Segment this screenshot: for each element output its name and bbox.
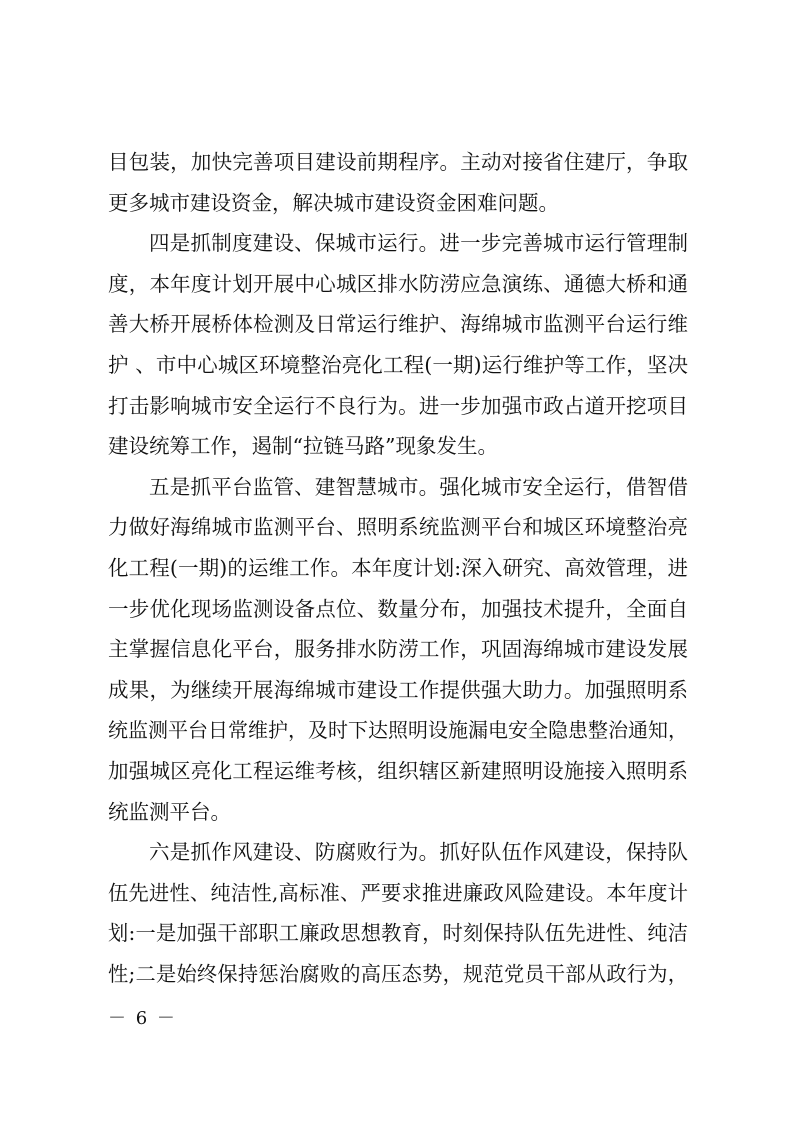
text-line: 护 、市中心城区环境整治亮化工程(一期)运行维护等工作，坚决 bbox=[108, 353, 688, 377]
text-line: 一步优化现场监测设备点位、数量分布，加强技术提升，全面自 bbox=[108, 597, 688, 621]
page-number: － 6 － bbox=[108, 1008, 177, 1029]
text-line: 加强城区亮化工程运维考核，组织辖区新建照明设施接入照明系 bbox=[108, 759, 688, 783]
text-line: 目包装，加快完善项目建设前期程序。主动对接省住建厅，争取 bbox=[108, 150, 688, 174]
paragraph-start-line: 四是抓制度建设、保城市运行。进一步完善城市运行管理制 bbox=[149, 231, 688, 255]
text-line: 划:一是加强干部职工廉政思想教育，时刻保持队伍先进性、纯洁 bbox=[108, 921, 688, 945]
paragraph-start-line: 六是抓作风建设、防腐败行为。抓好队伍作风建设，保持队 bbox=[149, 840, 688, 864]
text-line: 统监测平台。 bbox=[108, 800, 231, 824]
text-line: 性;二是始终保持惩治腐败的高压态势，规范党员干部从政行为， bbox=[108, 962, 688, 986]
text-line: 度，本年度计划开展中心城区排水防涝应急演练、通德大桥和通 bbox=[108, 272, 688, 296]
text-line: 打击影响城市安全运行不良行为。进一步加强市政占道开挖项目 bbox=[108, 394, 688, 418]
text-line: 建设统筹工作，遏制“拉链马路”现象发生。 bbox=[108, 434, 498, 458]
paragraph-start-line: 五是抓平台监管、建智慧城市。强化城市安全运行，借智借 bbox=[149, 475, 688, 499]
text-line: 成果，为继续开展海绵城市建设工作提供强大助力。加强照明系 bbox=[108, 678, 688, 702]
text-line: 伍先进性、纯洁性,高标准、严要求推进廉政风险建设。本年度计 bbox=[108, 881, 688, 905]
text-line: 更多城市建设资金，解决城市建设资金困难问题。 bbox=[108, 191, 559, 215]
text-line: 力做好海绵城市监测平台、照明系统监测平台和城区环境整治亮 bbox=[108, 515, 688, 539]
text-line: 主掌握信息化平台，服务排水防涝工作，巩固海绵城市建设发展 bbox=[108, 637, 688, 661]
text-line: 统监测平台日常维护，及时下达照明设施漏电安全隐患整治通知， bbox=[108, 718, 688, 742]
text-line: 化工程(一期)的运维工作。本年度计划:深入研究、高效管理，进 bbox=[108, 556, 688, 580]
text-line: 善大桥开展桥体检测及日常运行维护、海绵城市监测平台运行维 bbox=[108, 312, 688, 336]
